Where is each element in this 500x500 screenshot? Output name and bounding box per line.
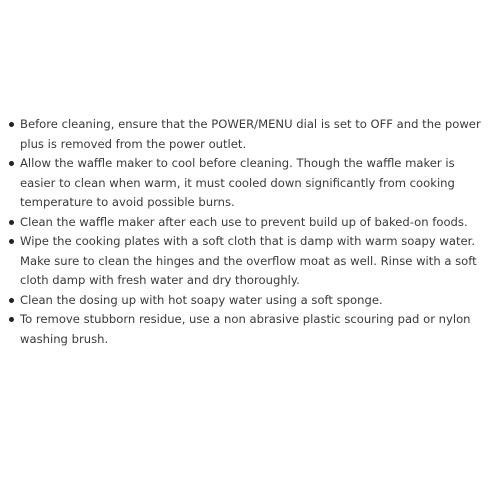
list-item-text: Clean the dosing up with hot soapy water using a soft sponge. xyxy=(20,292,383,307)
bullet-icon xyxy=(9,122,14,127)
list-item xyxy=(9,232,493,291)
list-item xyxy=(9,310,493,349)
bullet-icon xyxy=(9,161,14,166)
list-item-text: Allow the waffle maker to cool before cleaning. Though the waffle maker is easier to clean when warm, it must cooled down significantly from cooking temperature to avoid possible burns. xyxy=(20,156,455,209)
bullet-icon xyxy=(9,220,14,225)
list-item-text: Clean the waffle maker after each use to prevent build up of baked-on foods. xyxy=(20,214,468,229)
list-item-text: Wipe the cooking plates with a soft cloth that is damp with warm soapy water. Make sure to clean the hinges and the overflow moat as well. Rinse with a soft cloth damp with fresh water and dry thoroughly. xyxy=(20,234,477,287)
cleaning-instructions-list xyxy=(9,115,493,349)
list-item-text: Before cleaning, ensure that the POWER/MENU dial is set to OFF and the power plus is removed from the power outlet. xyxy=(20,117,481,151)
list-item xyxy=(9,115,493,154)
bullet-icon xyxy=(9,317,14,322)
bullet-icon xyxy=(9,298,14,303)
bullet-icon xyxy=(9,239,14,244)
list-item xyxy=(9,213,493,233)
list-item xyxy=(9,154,493,213)
list-item xyxy=(9,291,493,311)
list-item-text: To remove stubborn residue, use a non abrasive plastic scouring pad or nylon washing brush. xyxy=(20,312,471,346)
